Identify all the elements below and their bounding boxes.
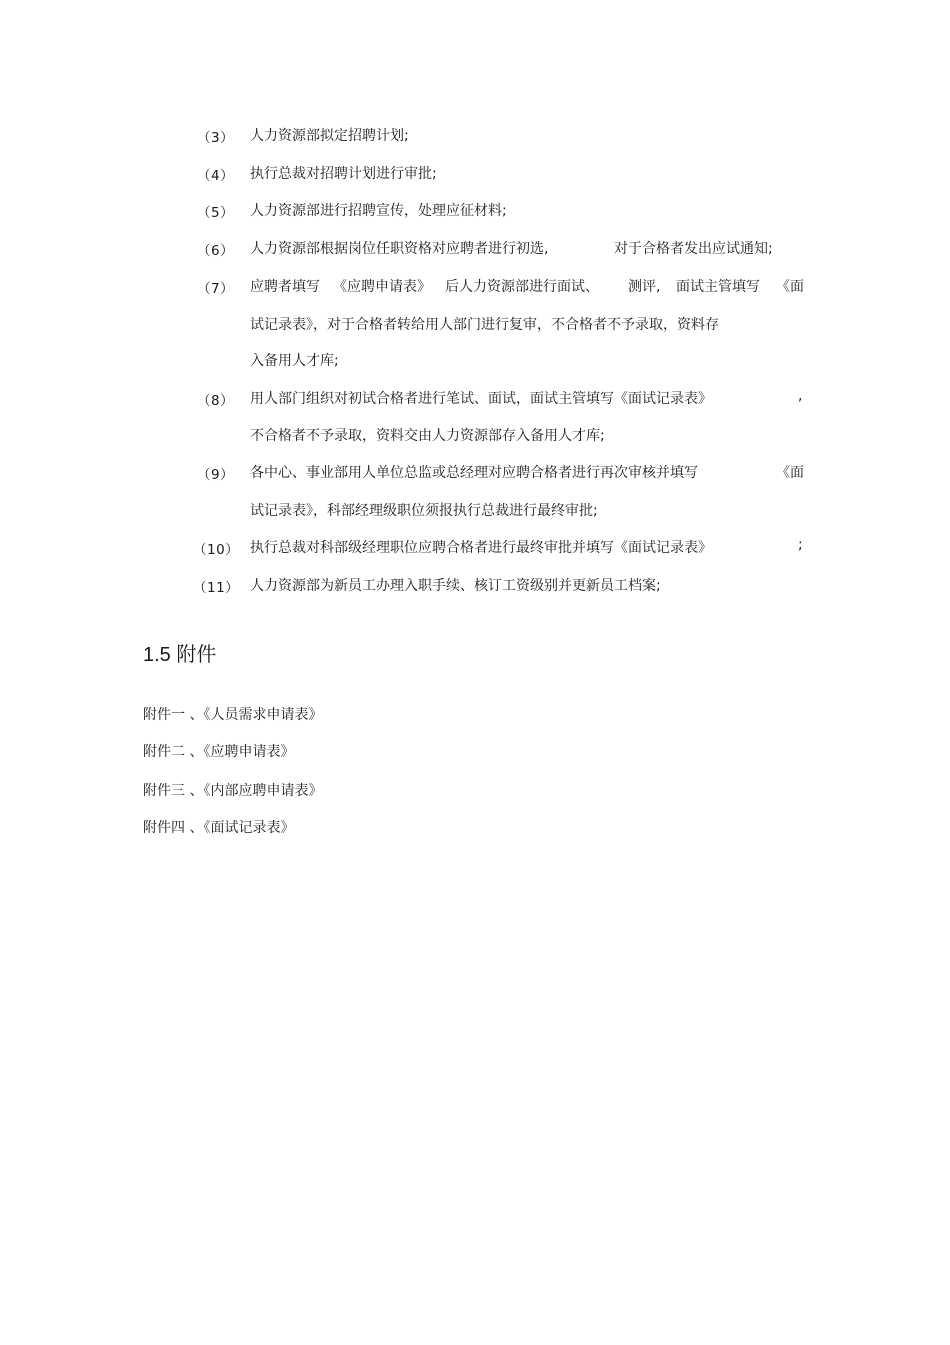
section-heading: 1.5 附件 bbox=[143, 644, 217, 666]
step-number: （8） bbox=[197, 393, 235, 409]
step-text: 用人部门组织对初试合格者进行笔试、面试，面试主管填写《面试记录表》 bbox=[250, 391, 712, 407]
attachment-item: 附件一 、《人员需求申请表》 bbox=[143, 707, 323, 723]
attachment-item: 附件二 、《应聘申请表》 bbox=[143, 744, 295, 760]
step-text: 人力资源部根据岗位任职资格对应聘者进行初选, bbox=[250, 241, 549, 257]
step-number: （10） bbox=[193, 542, 240, 558]
step-text: 不合格者不予录取，资料交由人力资源部存入备用人才库; bbox=[250, 428, 605, 444]
step-text: 测评, bbox=[628, 279, 661, 295]
attachment-item: 附件三 、《内部应聘申请表》 bbox=[143, 783, 323, 799]
step-number: （11） bbox=[193, 580, 240, 596]
step-text: 试记录表》，对于合格者转给用人部门进行复审，不合格者不予录取，资料存 bbox=[250, 317, 719, 333]
step-number: （3） bbox=[197, 130, 235, 146]
step-number: （7） bbox=[197, 281, 235, 297]
step-number: （9） bbox=[197, 467, 235, 483]
step-number: （6） bbox=[197, 243, 235, 259]
step-text: 执行总裁对科部级经理职位应聘合格者进行最终审批并填写《面试记录表》 bbox=[250, 540, 712, 556]
step-text: ; bbox=[798, 537, 803, 553]
step-text: 面试主管填写 bbox=[676, 279, 760, 295]
step-text: 应聘者填写 bbox=[250, 279, 320, 295]
step-text: 《应聘申请表》 bbox=[333, 279, 431, 295]
step-text: , bbox=[798, 388, 803, 404]
step-text: 对于合格者发出应试通知; bbox=[614, 241, 773, 257]
step-text: 人力资源部进行招聘宣传，处理应征材料; bbox=[250, 203, 507, 219]
step-text: 《面 bbox=[776, 465, 804, 481]
step-text: 人力资源部拟定招聘计划; bbox=[250, 128, 409, 144]
step-text: 后人力资源部进行面试、 bbox=[445, 279, 599, 295]
step-text: 《面 bbox=[776, 279, 804, 295]
attachment-item: 附件四 、《面试记录表》 bbox=[143, 820, 295, 836]
step-text: 各中心、事业部用人单位总监或总经理对应聘合格者进行再次审核并填写 bbox=[250, 465, 698, 481]
step-number: （5） bbox=[197, 205, 235, 221]
step-text: 入备用人才库; bbox=[250, 353, 339, 369]
step-text: 人力资源部为新员工办理入职手续、核订工资级别并更新员工档案; bbox=[250, 578, 661, 594]
step-number: （4） bbox=[197, 168, 235, 184]
step-text: 执行总裁对招聘计划进行审批; bbox=[250, 166, 437, 182]
step-text: 试记录表》，科部经理级职位须报执行总裁进行最终审批; bbox=[250, 503, 598, 519]
